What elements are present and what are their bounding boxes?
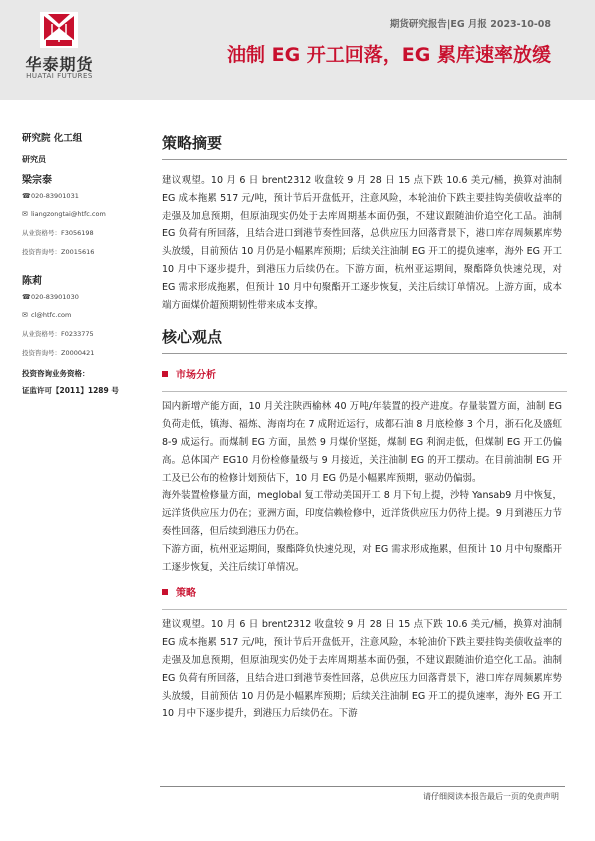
subsection-header-strategy bbox=[162, 584, 562, 599]
analyst-phone bbox=[22, 192, 152, 200]
email-value[interactable]: liangzongtai@htfc.com bbox=[31, 210, 106, 218]
huatai-logo-icon bbox=[40, 12, 78, 48]
report-type-label: 期货研究报告|EG 月报 2023-10-08 bbox=[389, 19, 551, 30]
analyst-license: 从业资格号：F0233775 bbox=[22, 330, 94, 338]
analyst-email[interactable] bbox=[22, 311, 152, 319]
company-logo bbox=[22, 12, 97, 82]
phone-value: 020-83901031 bbox=[31, 192, 79, 200]
analyst-block bbox=[22, 171, 152, 256]
report-title: 油制 EG 开工回落，EG 累库速率放缓 bbox=[227, 44, 551, 66]
red-square-bullet-icon bbox=[162, 371, 168, 377]
subsection-divider bbox=[162, 391, 567, 392]
section-divider bbox=[162, 353, 567, 354]
email-value[interactable]: cl@htfc.com bbox=[31, 311, 72, 319]
subsection-title: 策略 bbox=[176, 588, 196, 600]
subsection-divider bbox=[162, 609, 567, 610]
email-icon: ✉ bbox=[22, 210, 28, 218]
subsection-title: 市场分析 bbox=[176, 370, 216, 382]
summary-paragraph: 建议观望。10 月 6 日 brent2312 收盘较 9 月 28 日 15 点下跌 10.6 美元/桶，换算对油制 EG 成本拖累 517 元/吨，预计节后开盘低开，注意风险，本轮油价下跌主要挂钩美债收益率的走强及加息预期，但原油现实仍处于去库周期基本面仍强，不建议跟随油价追空化工品。油制 EG 负荷有所回落，且结合进口到港节奏性回落，总供应压力回落背景下，港口库存周频累库势头放缓，目前预估 10 月仍是小幅累库预期；后续关注油制 EG 开工的提负速率，海外 EG 开工 10 月中下逐步提升，到港压力后续仍在。下游方面，杭州亚运期间，聚酯降负快速兑现，对 EG 需求形成拖累，但预计 10 月中旬聚酯开工逐步恢复，关注后续订单情况。上游方面，成本端方面煤价超预期韧性带来成本支撑。 bbox=[162, 175, 562, 311]
section-title-summary: 策略摘要 bbox=[162, 134, 223, 152]
qualification-value: 证监许可【2011】1289 号 bbox=[22, 386, 119, 395]
logo-chinese-name: 华泰期货 bbox=[25, 55, 94, 74]
analyst-name: 陈莉 bbox=[22, 276, 42, 287]
report-content bbox=[162, 132, 562, 723]
section-title-core: 核心观点 bbox=[162, 328, 223, 347]
analyst-name: 梁宗泰 bbox=[22, 175, 52, 186]
red-square-bullet-icon bbox=[162, 589, 168, 595]
phone-value: 020-83901030 bbox=[31, 293, 79, 301]
market-paragraph: 下游方面，杭州亚运期间，聚酯降负快速兑现，对 EG 需求形成拖累，但预计 10 月中旬聚酯开工逐步恢复，关注后续订单情况。 bbox=[162, 543, 562, 573]
section-divider bbox=[162, 159, 567, 160]
subsection-header-market bbox=[162, 366, 562, 381]
analyst-consult-number: 投资咨询号：Z0015616 bbox=[22, 248, 95, 256]
footer-divider bbox=[160, 786, 565, 787]
analyst-sidebar bbox=[22, 130, 152, 397]
market-paragraph: 海外装置检修量方面，meglobal 复工带动美国开工 8 月下旬上提，沙特 Yansab9 月中恢复，远洋货供应压力仍在；亚洲方面，印度信赖检修中，近洋货供应压力仍待上提。9 月到港压力节奏性回落，但后续到港压力仍在。 bbox=[162, 490, 562, 537]
strategy-paragraph: 建议观望。10 月 6 日 brent2312 收盘较 9 月 28 日 15 点下跌 10.6 美元/桶，换算对油制 EG 成本拖累 517 元/吨，预计节后开盘低开，注意风险，本轮油价下跌主要挂钩美债收益率的走强及加息预期，但原油现实仍处于去库周期基本面仍强，不建议跟随油价追空化工品。油制 EG 负荷有所回落，且结合进口到港节奏性回落，总供应压力回落背景下，港口库存周频累库势头放缓，目前预估 10 月仍是小幅累库预期；后续关注油制 EG 开工的提负速率，海外 EG 开工 10 月中下逐步提升，到港压力后续仍在。下游 bbox=[162, 619, 562, 720]
analyst-block bbox=[22, 272, 152, 357]
market-paragraph: 国内新增产能方面，10 月关注陕西榆林 40 万吨/年装置的投产进度。存量装置方面，油制 EG 负荷走低，镇海、福炼、海南均在 7 成附近运行，成都石油 8 月底检修 3 个月，浙石化及盛虹 8-9 成运行。而煤制 EG 方面，虽然 9 月煤价坚挺，煤制 EG 利润走低，但煤制 EG 开工仍偏高。总体国产 EG10 月份检修量级与 9 月接近，关注油制 EG 的开工摆动。在目前油制 EG 开工及已公布的检修计划预估下，10 月 EG 仍是小幅累库预期，驱动仍偏弱。 bbox=[162, 401, 562, 484]
disclaimer-note: 请仔细阅读本报告最后一页的免责声明 bbox=[423, 792, 559, 801]
research-group: 研究院 化工组 bbox=[22, 133, 83, 144]
qualification-title: 投资咨询业务资格： bbox=[22, 369, 90, 378]
phone-icon: ☎ bbox=[22, 192, 31, 200]
analyst-email[interactable] bbox=[22, 210, 152, 218]
email-icon: ✉ bbox=[22, 311, 28, 319]
analyst-phone bbox=[22, 293, 152, 301]
analyst-license: 从业资格号：F3056198 bbox=[22, 229, 94, 237]
phone-icon: ☎ bbox=[22, 293, 31, 301]
role-label: 研究员 bbox=[22, 155, 46, 164]
analyst-consult-number: 投资咨询号：Z0000421 bbox=[22, 349, 95, 357]
logo-english-name: HUATAI FUTURES bbox=[26, 72, 93, 80]
page-header bbox=[0, 0, 595, 100]
